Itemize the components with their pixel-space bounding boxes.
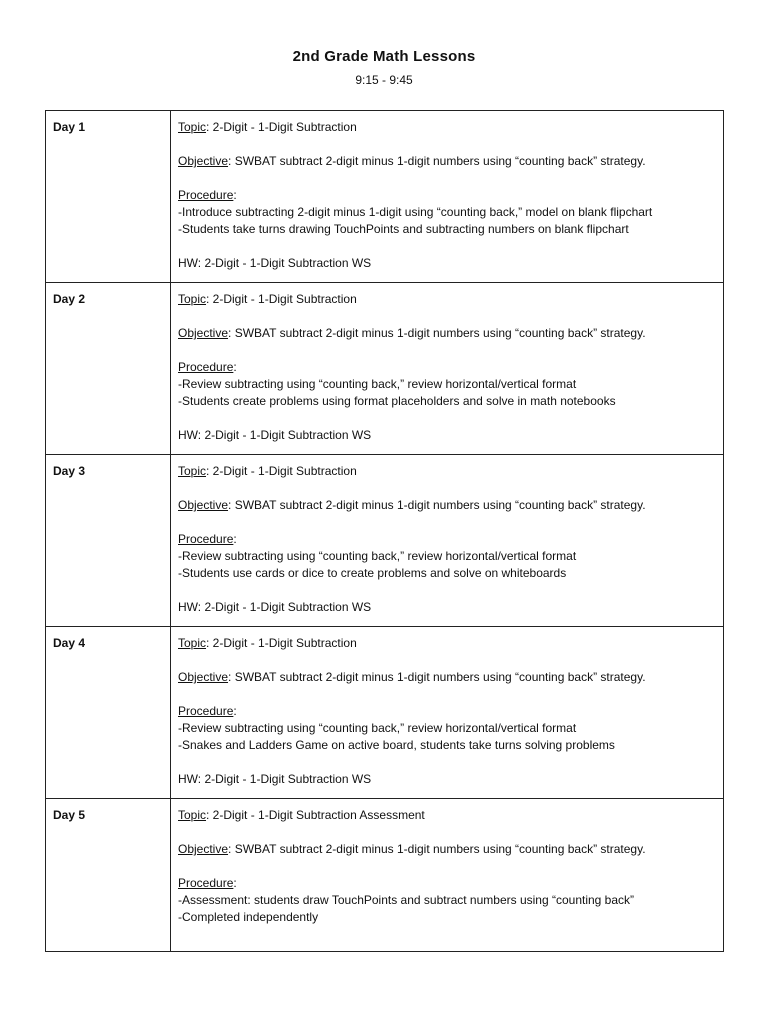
objective-line [178,841,717,858]
objective-label: Objective [178,154,229,168]
table-row [46,455,724,627]
topic-label: Topic [178,464,207,478]
topic-label: Topic [178,292,207,306]
objective-label: Objective [178,842,229,856]
objective-text: : SWBAT subtract 2-digit minus 1-digit numbers using “counting back” strategy. [228,842,646,856]
class-time: 9:15 - 9:45 [355,73,413,87]
topic-line [178,463,717,480]
topic-line [178,635,717,652]
day-label: Day 1 [46,111,171,283]
procedure-step: -Students create problems using format placeholders and solve in math notebooks [178,394,616,408]
objective-line [178,669,717,686]
procedure-step: -Review subtracting using “counting back,” review horizontal/vertical format [178,721,577,735]
table-row [46,627,724,799]
topic-text: : 2-Digit - 1-Digit Subtraction Assessment [206,808,425,822]
day-label: Day 3 [46,455,171,627]
homework-line: HW: 2-Digit - 1-Digit Subtraction WS [178,600,372,614]
homework-line: HW: 2-Digit - 1-Digit Subtraction WS [178,428,372,442]
procedure-step: -Students use cards or dice to create problems and solve on whiteboards [178,566,567,580]
procedure-step: -Snakes and Ladders Game on active board, students take turns solving problems [178,738,615,752]
day-label: Day 2 [46,283,171,455]
procedure-step: -Review subtracting using “counting back,” review horizontal/vertical format [178,377,577,391]
objective-text: : SWBAT subtract 2-digit minus 1-digit numbers using “counting back” strategy. [228,154,646,168]
lesson-details [171,283,724,455]
topic-text: : 2-Digit - 1-Digit Subtraction [206,464,357,478]
homework-line: HW: 2-Digit - 1-Digit Subtraction WS [178,772,372,786]
topic-text: : 2-Digit - 1-Digit Subtraction [206,636,357,650]
procedure-line: Procedure: [178,188,237,202]
day-label: Day 5 [46,799,171,952]
procedure-line: Procedure: [178,532,237,546]
procedure-label: Procedure [178,532,234,546]
procedure-line: Procedure: [178,876,237,890]
objective-line [178,325,717,342]
procedure-label: Procedure [178,188,234,202]
objective-text: : SWBAT subtract 2-digit minus 1-digit numbers using “counting back” strategy. [228,498,646,512]
day-label: Day 4 [46,627,171,799]
table-row [46,799,724,952]
procedure-line: Procedure: [178,704,237,718]
procedure-step: -Review subtracting using “counting back,” review horizontal/vertical format [178,549,577,563]
topic-text: : 2-Digit - 1-Digit Subtraction [206,292,357,306]
table-row [46,283,724,455]
topic-label: Topic [178,120,207,134]
objective-line [178,153,717,170]
topic-line [178,119,717,136]
procedure-step: -Assessment: students draw TouchPoints and subtract numbers using “counting back” [178,893,635,907]
procedure-label: Procedure [178,360,234,374]
lesson-details [171,111,724,283]
procedure-step: -Introduce subtracting 2-digit minus 1-digit using “counting back,” model on blank flipchart [178,205,653,219]
objective-line [178,497,717,514]
lesson-table [45,110,724,952]
procedure-label: Procedure [178,704,234,718]
page-title: 2nd Grade Math Lessons [292,48,476,65]
procedure-step: -Completed independently [178,910,319,924]
procedure-line: Procedure: [178,360,237,374]
lesson-details [171,627,724,799]
objective-label: Objective [178,326,229,340]
lesson-details [171,799,724,952]
homework-line: HW: 2-Digit - 1-Digit Subtraction WS [178,256,372,270]
objective-text: : SWBAT subtract 2-digit minus 1-digit numbers using “counting back” strategy. [228,326,646,340]
topic-label: Topic [178,636,207,650]
objective-text: : SWBAT subtract 2-digit minus 1-digit numbers using “counting back” strategy. [228,670,646,684]
objective-label: Objective [178,670,229,684]
procedure-step: -Students take turns drawing TouchPoints and subtracting numbers on blank flipchart [178,222,629,236]
table-row [46,111,724,283]
topic-line [178,291,717,308]
lesson-details [171,455,724,627]
topic-line [178,807,717,824]
procedure-label: Procedure [178,876,234,890]
topic-label: Topic [178,808,207,822]
objective-label: Objective [178,498,229,512]
topic-text: : 2-Digit - 1-Digit Subtraction [206,120,357,134]
